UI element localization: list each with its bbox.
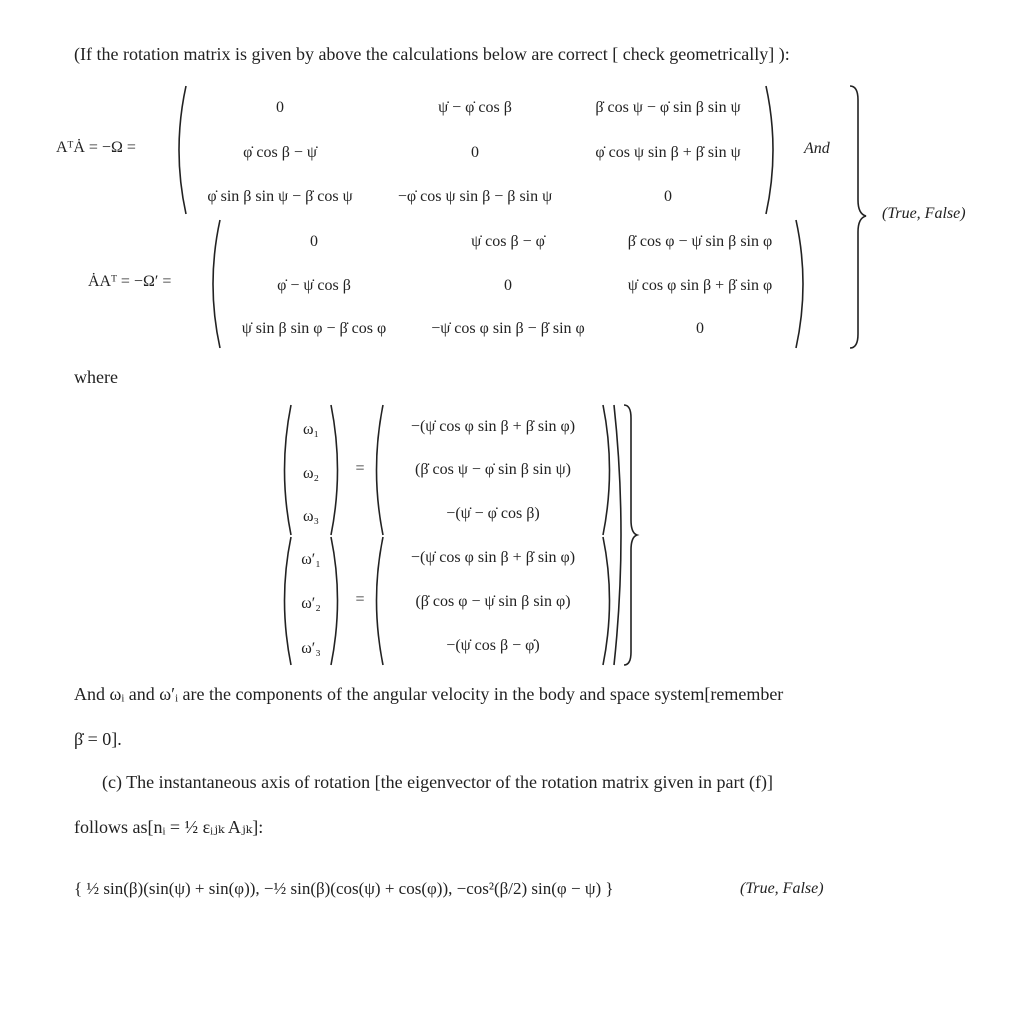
vector-left-paren [377,537,384,665]
eq1-cell: φ̇ sin β sin ψ − β̇ cos ψ [207,188,353,205]
eq2-lhs: ȦAᵀ = −Ω′ = [88,273,172,290]
vector-right-paren [603,537,610,665]
paragraph-line: And ωᵢ and ω′ᵢ are the components of the angular velocity in the body and space system[remember [74,684,784,704]
big-right-paren [614,405,621,665]
omega-symbol: ω′₃ [301,640,321,657]
omega-expr: −(ψ̇ cos φ sin β + β̇ sin φ) [410,549,576,566]
matrix-left-paren [179,86,186,214]
eq2-cell: 0 [696,320,704,337]
and-label: And [804,140,830,157]
equals-sign: = [355,460,365,477]
eq1-lhs: AᵀȦ = −Ω = [56,139,136,156]
paragraph-line: β̇ = 0]. [74,729,122,749]
true-false-choice: (True, False) [882,205,966,222]
matrix-right-paren [796,220,803,348]
eq2-cell: 0 [310,233,318,250]
vector-right-paren [331,537,338,665]
omega-symbol: ω′₁ [301,551,321,568]
eq2-cell: ψ̇ cos φ sin β + β̇ sin φ [627,277,773,294]
eq1-cell: −φ̇ cos ψ sin β − β sin ψ [397,188,553,205]
eq1-cell: φ̇ cos β − ψ̇ [243,144,317,161]
eq2-cell: ψ̇ cos β − φ̇ [471,233,545,250]
eq2-cell: β̇ cos φ − ψ̇ sin β sin φ [627,233,773,250]
omega-symbol: ω₃ [302,508,320,525]
eq1-cell: 0 [276,99,284,116]
omega-symbol: ω′₂ [301,595,321,612]
omega-expr: −(ψ̇ cos β − φ̇) [446,637,540,654]
omega-expr: −(ψ̇ − φ̇ cos β) [446,505,540,522]
omega-expr: −(ψ̇ cos φ sin β + β̇ sin φ) [410,418,576,435]
omega-symbol: ω₁ [302,421,320,438]
intro-text: (If the rotation matrix is given by above the calculations below are correct [ check geometrically] ): [74,44,790,64]
brace-right [850,86,866,348]
omega-symbol: ω₂ [302,465,320,482]
eq2-cell: ψ̇ sin β sin φ − β̇ cos φ [241,320,387,337]
part-c-line: (c) The instantaneous axis of rotation [the eigenvector of the rotation matrix given in part (f)] [102,772,773,792]
final-result: { ½ sin(β)(sin(ψ) + sin(φ)), −½ sin(β)(cos(ψ) + cos(φ)), −cos²(β/2) sin(φ − ψ) } [74,879,614,898]
true-false-choice: (True, False) [740,880,824,897]
eq2-cell: −ψ̇ cos φ sin β − β̇ sin φ [431,320,585,337]
eq1-cell: 0 [664,188,672,205]
matrix-right-paren [766,86,773,214]
omega-expr: (β̇ cos φ − ψ̇ sin β sin φ) [415,593,571,610]
eq1-cell: 0 [471,144,479,161]
brace-right [624,405,637,665]
part-c-line: follows as[nᵢ = ½ εᵢⱼₖ Aⱼₖ]: [74,817,264,837]
eq1-cell: β̇ cos ψ − φ̇ sin β sin ψ [595,99,741,116]
eq2-cell: φ̇ − ψ̇ cos β [277,277,351,294]
eq1-cell: ψ̇ − φ̇ cos β [438,99,512,116]
vector-right-paren [603,405,610,535]
eq1-cell: φ̇ cos ψ sin β + β̇ sin ψ [595,144,741,161]
vector-left-paren [285,405,292,535]
eq2-cell: 0 [504,277,512,294]
vector-left-paren [377,405,384,535]
vector-right-paren [331,405,338,535]
omega-expr: (β̇ cos ψ − φ̇ sin β sin ψ) [415,461,571,478]
where-label: where [74,367,118,387]
equals-sign: = [355,591,365,608]
vector-left-paren [285,537,292,665]
matrix-left-paren [213,220,220,348]
